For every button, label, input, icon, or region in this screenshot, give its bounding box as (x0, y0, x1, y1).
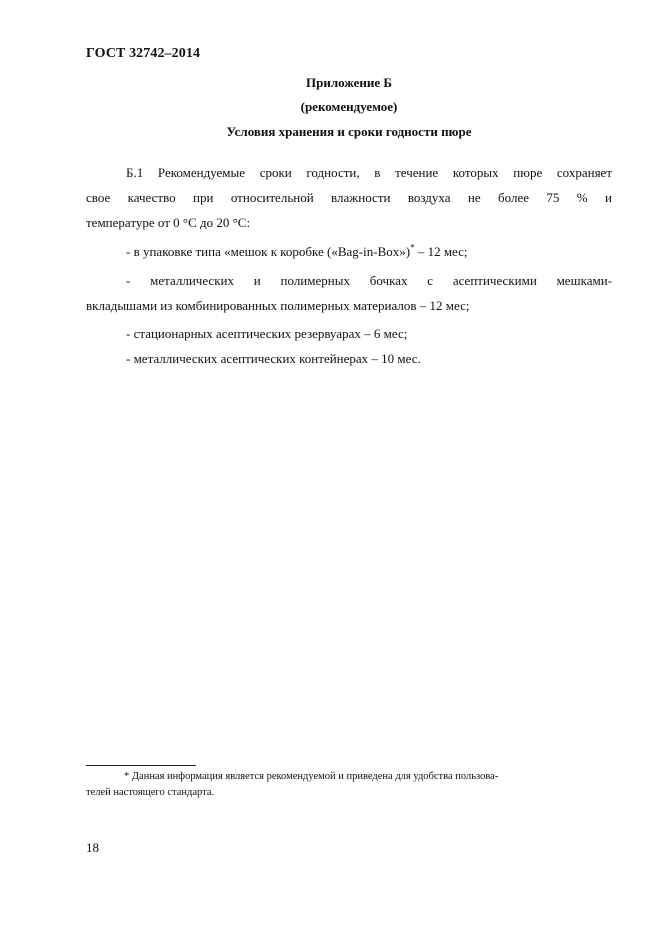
list-item-bag-in-box (86, 239, 612, 264)
appendix-status: (рекомендуемое) (300, 99, 398, 114)
intro-line: Б.1 Рекомендуемые сроки годности, в течение которых пюре сохраняет (126, 165, 612, 180)
list-item-tail: – 12 мес; (414, 244, 468, 259)
footnote-line: * Данная информация является рекомендуемой и приведена для удобства пользова- (124, 771, 499, 782)
footnote (86, 769, 612, 801)
footnote-mark: * (410, 242, 415, 253)
intro-line: свое качество при относительной влажности воздуха не более 75 % и (86, 190, 612, 205)
list-item-barrels (86, 268, 612, 318)
list-item-text: - в упаковке типа «мешок к коробке («Bag-in-Box») (126, 244, 411, 259)
list-item-reservoirs: - стационарных асептических резервуарах – 6 мес; (126, 326, 408, 341)
intro-line: температуре от 0 °С до 20 °С: (86, 215, 251, 230)
standard-code: ГОСТ 32742–2014 (86, 46, 201, 61)
appendix-heading: Условия хранения и сроки годности пюре (226, 124, 472, 139)
appendix-title: Приложение Б (306, 75, 392, 90)
page-number: 18 (86, 840, 99, 855)
intro-paragraph (86, 160, 612, 235)
list-item-containers: - металлических асептических контейнерах – 10 мес. (126, 351, 421, 366)
list-item-line: - металлических и полимерных бочках с асептическими мешками- (126, 273, 612, 288)
list-item-line: вкладышами из комбинированных полимерных материалов – 12 мес; (86, 298, 470, 313)
footnote-line: телей настоящего стандарта. (86, 787, 215, 798)
footnote-divider (86, 765, 196, 766)
